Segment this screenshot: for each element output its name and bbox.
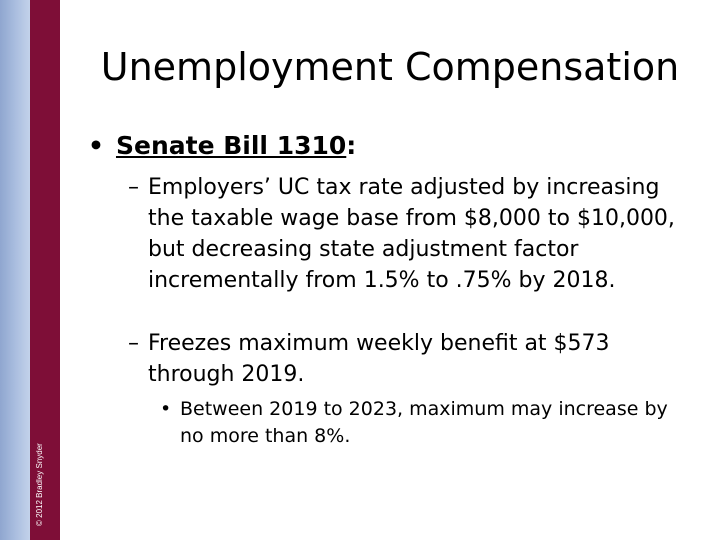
- bullet-suffix: :: [346, 131, 357, 160]
- bullet-senate-bill: [88, 130, 356, 162]
- sub-bullet-freeze: [128, 328, 698, 390]
- bullet-dot-icon: •: [88, 131, 104, 160]
- sub-bullet-text: Employers’ UC tax rate adjusted by increasing the taxable wage base from $8,000 to $10,000, but decreasing state adjustment factor incrementally from 1.5% to .75% by 2018.: [148, 175, 675, 293]
- dash-icon: –: [128, 175, 139, 200]
- sub-sub-bullet-text: Between 2019 to 2023, maximum may increase by no more than 8%.: [180, 398, 668, 447]
- sub-sub-bullet-increase: [160, 396, 680, 450]
- sub-bullet-tax-rate: [128, 172, 698, 296]
- left-light-stripe: [0, 0, 30, 540]
- bullet-label: Senate Bill 1310: [115, 131, 347, 160]
- copyright-notice: © 2012 Bradley Snyder: [35, 443, 44, 526]
- dash-icon: –: [128, 331, 139, 356]
- slide-title: Unemployment Compensation: [100, 45, 680, 89]
- sub-bullet-text: Freezes maximum weekly benefit at $573 through 2019.: [148, 331, 610, 387]
- bullet-dot-icon: •: [160, 398, 172, 420]
